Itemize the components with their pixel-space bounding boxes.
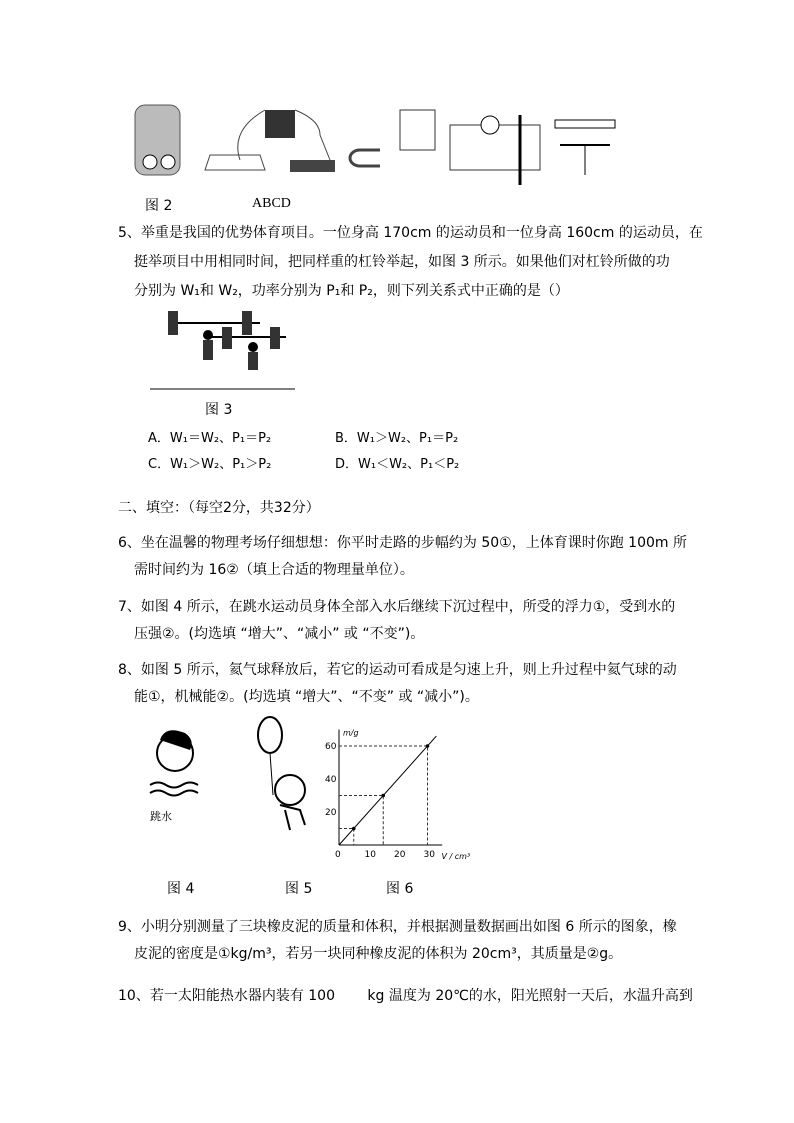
y-tick-label: 40 [325,775,337,785]
figure-5-caption: 图 5 [285,881,313,897]
x-axis-label: V / cm³ [441,852,471,861]
figure-2-labels: ABCD [252,196,291,211]
q6-line2: 需时间约为 16②（填上合适的物理量单位）。 [134,562,414,578]
x-tick-label: 10 [364,850,376,860]
figure-5-balloon-child [245,715,325,835]
option-c: C．W₁＞W₂、P₁＞P₂ [148,457,272,472]
q5-line2: 挺举项目中用相同时间，把同样重的杠铃举起，如图 3 所示。如果他们对杠铃所做的功 [134,254,670,270]
x-tick-label: 30 [423,850,435,860]
q9-line2: 皮泥的密度是①kg/m³，若另一块同种橡皮泥的体积为 20cm³，其质量是②g。 [134,946,623,962]
figure-2-images [120,100,620,190]
option-a: A．W₁＝W₂、P₁＝P₂ [148,431,272,446]
q10-line1: 10、若一太阳能热水器内装有 100 kg 温度为 20℃的水，阳光照射一天后，水温升高到 [118,988,693,1004]
figure-6-chart [320,725,495,865]
q7-line2: 压强②。(均选填 “增大”、“减小” 或 “不变”)。 [134,626,425,642]
y-axis-label: m/g [343,728,359,738]
figure-6-caption: 图 6 [386,881,414,897]
x-tick-label: 20 [394,850,406,860]
figure-4-label: 跳水 [150,810,172,823]
q8-line2: 能①，机械能②。(均选填 “增大”、“不变” 或 “减小”)。 [134,689,479,705]
figure-4-caption: 图 4 [167,881,195,897]
figure-4-diver [145,725,215,805]
figure-3-caption: 图 3 [205,402,233,418]
data-point [381,794,385,798]
q8-line1: 8、如图 5 所示，氦气球释放后，若它的运动可看成是匀速上升，则上升过程中氦气球的动 [118,662,677,678]
q9-line1: 9、小明分别测量了三块橡皮泥的质量和体积，并根据测量数据画出如图 6 所示的图象，橡 [118,919,677,935]
option-d: D．W₁＜W₂、P₁＜P₂ [335,457,460,472]
x-tick-label: 0 [335,850,341,860]
y-tick-label: 20 [325,808,337,818]
section-2-heading: 二、填空：（每空2分，共32分） [118,500,320,516]
figure-3-weightlifters [150,305,295,390]
q5-line1: 5、举重是我国的优势体育项目。一位身高 170cm 的运动员和一位身高 160cm 的运动员，在 [118,225,703,241]
y-tick-label: 60 [325,742,337,752]
data-point [352,827,356,831]
data-point [426,744,430,748]
q6-line1: 6、坐在温馨的物理考场仔细想想：你平时走路的步幅约为 50①，上体育课时你跑 100m 所 [118,535,687,551]
q7-line1: 7、如图 4 所示，在跳水运动员身体全部入水后继续下沉过程中，所受的浮力①，受到水的 [118,599,676,615]
option-b: B．W₁＞W₂、P₁＝P₂ [335,431,459,446]
q5-line3: 分别为 W₁和 W₂，功率分别为 P₁和 P₂，则下列关系式中正确的是（） [134,283,569,299]
figure-2-caption: 图 2 [145,198,173,214]
